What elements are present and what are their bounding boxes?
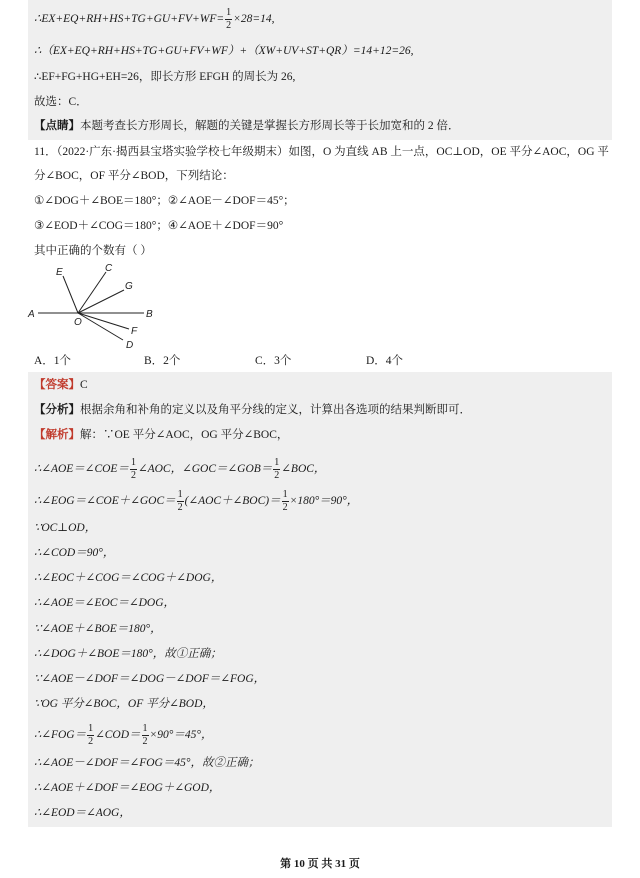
angle-figure xyxy=(26,262,156,352)
step-5: ∴∠COD＝90°， xyxy=(34,547,115,559)
solve-tag: 【解析】 xyxy=(34,429,80,441)
option-c: C．3个 xyxy=(255,355,292,367)
ray-OG xyxy=(78,290,124,313)
step-9: ∴∠DOG＋∠BOE＝180°，故①正确； xyxy=(34,648,222,660)
key-point-line: 【点睛】本题考查长方形周长，解题的关键是掌握长方形周长等于长加宽和的 2 倍． xyxy=(34,120,460,132)
solve-line: 【解析】解：∵OE 平分∠AOC，OG 平分∠BOC， xyxy=(34,429,289,441)
solution-line-2: ∴（EX+EQ+RH+HS+TG+GU+FV+WF）+（XW+UV+ST+QR）=14+12=26, xyxy=(34,45,414,57)
label-O: O xyxy=(74,317,82,328)
step-2: ∴∠AOE＝∠COE＝ $\frac{1}{2}$ ∠AOC，∠GOC＝∠GOB＝ $\frac{1}{2}$ ∠BOC， xyxy=(34,457,326,481)
answer-tag: 【答案】 xyxy=(34,379,80,391)
option-b: B．2个 xyxy=(144,355,181,367)
ray-OF xyxy=(78,313,129,329)
label-C: C xyxy=(105,263,113,274)
label-F: F xyxy=(131,326,138,337)
fraction-half: $\frac{1}{2}$ xyxy=(226,7,232,31)
step-11: ∵OG 平分∠BOC，OF 平分∠BOD， xyxy=(34,698,214,710)
question-line-5: 其中正确的个数有（ ） xyxy=(34,245,152,257)
option-a: A．1个 xyxy=(34,355,72,367)
label-A: A xyxy=(28,309,35,320)
solution-line-4: 故选：C． xyxy=(34,96,88,108)
ray-OD xyxy=(78,313,123,340)
analysis-line: 【分析】根据余角和补角的定义以及角平分线的定义，计算出各选项的结果判断即可． xyxy=(34,404,471,416)
question-line-1: 11．（2022·广东·揭西县宝塔实验学校七年级期末）如图，O 为直线 AB 上一点，OC⊥OD，OE 平分∠AOC，OG 平 xyxy=(34,146,609,158)
label-D: D xyxy=(126,340,134,351)
options-row xyxy=(34,356,403,368)
step-13: ∴∠AOE－∠DOF＝∠FOG＝45°，故②正确； xyxy=(34,757,260,769)
solution-line-3: ∴EF+FG+HG+EH=26，即长方形 EFGH 的周长为 26, xyxy=(34,71,296,83)
key-point-tag: 【点睛】 xyxy=(34,120,80,132)
solution-line-1: ∴EX+EQ+RH+HS+TG+GU+FV+WF= $\frac{1}{2}$ ×28=14, xyxy=(34,7,275,31)
page-footer: 第 10 页 共 31 页 xyxy=(280,858,360,870)
answer-line: 【答案】C xyxy=(34,379,88,391)
step-7: ∴∠AOE＝∠EOC＝∠DOG， xyxy=(34,597,175,609)
label-E: E xyxy=(56,267,63,278)
question-line-4: ③∠EOD＋∠COG＝180°；④∠AOE＋∠DOF＝90° xyxy=(34,220,284,232)
step-15: ∴∠EOD＝∠AOG， xyxy=(34,807,131,819)
step-4: ∵OC⊥OD， xyxy=(34,522,97,534)
step-8: ∵∠AOE＋∠BOE＝180°， xyxy=(34,623,162,635)
step-10: ∵∠AOE－∠DOF＝∠DOG－∠DOF＝∠FOG， xyxy=(34,673,266,685)
ray-OE xyxy=(63,276,78,313)
label-G: G xyxy=(125,281,133,292)
step-14: ∴∠AOE＋∠DOF＝∠EOG＋∠GOD， xyxy=(34,782,221,794)
question-line-3: ①∠DOG＋∠BOE＝180°；②∠AOE－∠DOF＝45°； xyxy=(34,195,295,207)
option-d: D．4个 xyxy=(366,355,404,367)
step-12: ∴∠FOG＝ $\frac{1}{2}$ ∠COD＝ $\frac{1}{2}$ ×90°＝45°， xyxy=(34,723,213,747)
question-line-2: 分∠BOC，OF 平分∠BOD，下列结论： xyxy=(34,170,234,182)
step-3: ∴∠EOG＝∠COE＋∠GOC＝ $\frac{1}{2}$ (∠AOC＋∠BOC)＝ $\frac{1}{2}$ ×180°＝90°， xyxy=(34,489,359,513)
ray-OC xyxy=(78,272,106,313)
step-6: ∴∠EOC＋∠COG＝∠COG＋∠DOG， xyxy=(34,572,223,584)
label-B: B xyxy=(146,309,153,320)
analysis-tag: 【分析】 xyxy=(34,404,80,416)
